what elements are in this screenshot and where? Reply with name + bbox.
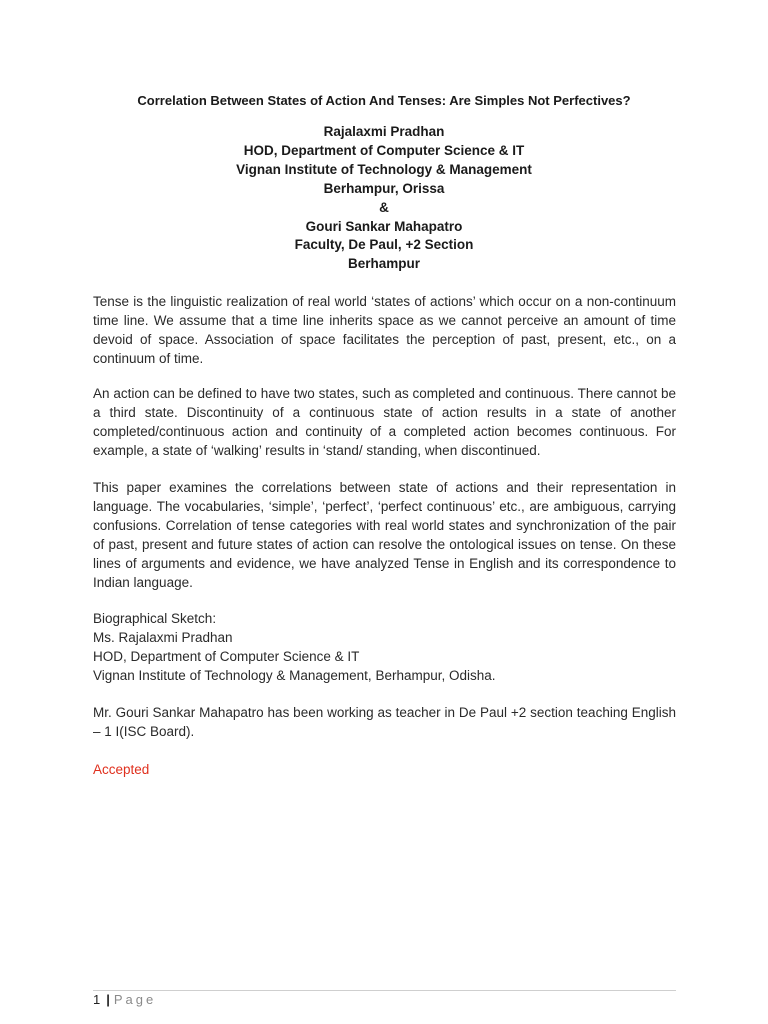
coauthor-bio-paragraph: Mr. Gouri Sankar Mahapatro has been working as teacher in De Paul +2 section teaching English – 1 I(ISC Board). — [93, 705, 676, 739]
page-label: Page — [113, 992, 157, 1007]
page-number: 1 — [93, 992, 101, 1007]
bio-position: HOD, Department of Computer Science & IT — [93, 649, 360, 664]
page-footer — [93, 992, 156, 1007]
bio-institution: Vignan Institute of Technology & Management, Berhampur, Odisha. — [93, 668, 496, 683]
author-separator: & — [379, 199, 389, 215]
bio-heading: Biographical Sketch: — [93, 611, 217, 626]
abstract-paragraph-3: This paper examines the correlations between state of actions and their representation in language. The vocabularies, ‘simple’, ‘perfect’, ‘perfect continuous’ etc., are ambiguous, carrying confusions. Correlation of tense categories with real world states and synchronization of the pair of past, present and future states of action can resolve the ontological issues on tense. On these lines of arguments and evidence, we have analyzed Tense in English and its correspondence to Indian language. — [93, 480, 676, 590]
author-position: HOD, Department of Computer Science & IT — [243, 142, 525, 158]
footer-separator: | — [106, 992, 110, 1007]
author-location: Berhampur, Orissa — [323, 180, 445, 196]
bio-name: Ms. Rajalaxmi Pradhan — [93, 630, 233, 645]
abstract-paragraph-2: An action can be defined to have two states, such as completed and continuous. There cannot be a third state. Discontinuity of a continuous state of action results in a state of another completed/continuous action and continuity of a completed action becomes continuous. For example, a state of ‘walking’ results in ‘stand/ standing, when discontinued. — [93, 386, 676, 458]
coauthor-location: Berhampur — [347, 256, 420, 272]
footer-divider — [93, 990, 676, 991]
coauthor-position: Faculty, De Paul, +2 Section — [294, 237, 474, 253]
document-title: Correlation Between States of Action And Tenses: Are Simples Not Perfectives? — [137, 93, 631, 108]
abstract-paragraph-1: Tense is the linguistic realization of real world ‘states of actions’ which occur on a non-continuum time line. We assume that a time line inherits space as we cannot perceive an amount of time devoid of space. Association of space facilitates the perception of past, present, etc., on a continuum of time. — [93, 294, 676, 366]
biographical-sketch — [93, 609, 676, 685]
coauthor-name: Gouri Sankar Mahapatro — [305, 218, 463, 234]
status-accepted: Accepted — [93, 762, 150, 777]
author-name: Rajalaxmi Pradhan — [323, 124, 445, 139]
author-institution: Vignan Institute of Technology & Management — [236, 161, 532, 177]
author-block — [0, 123, 768, 274]
